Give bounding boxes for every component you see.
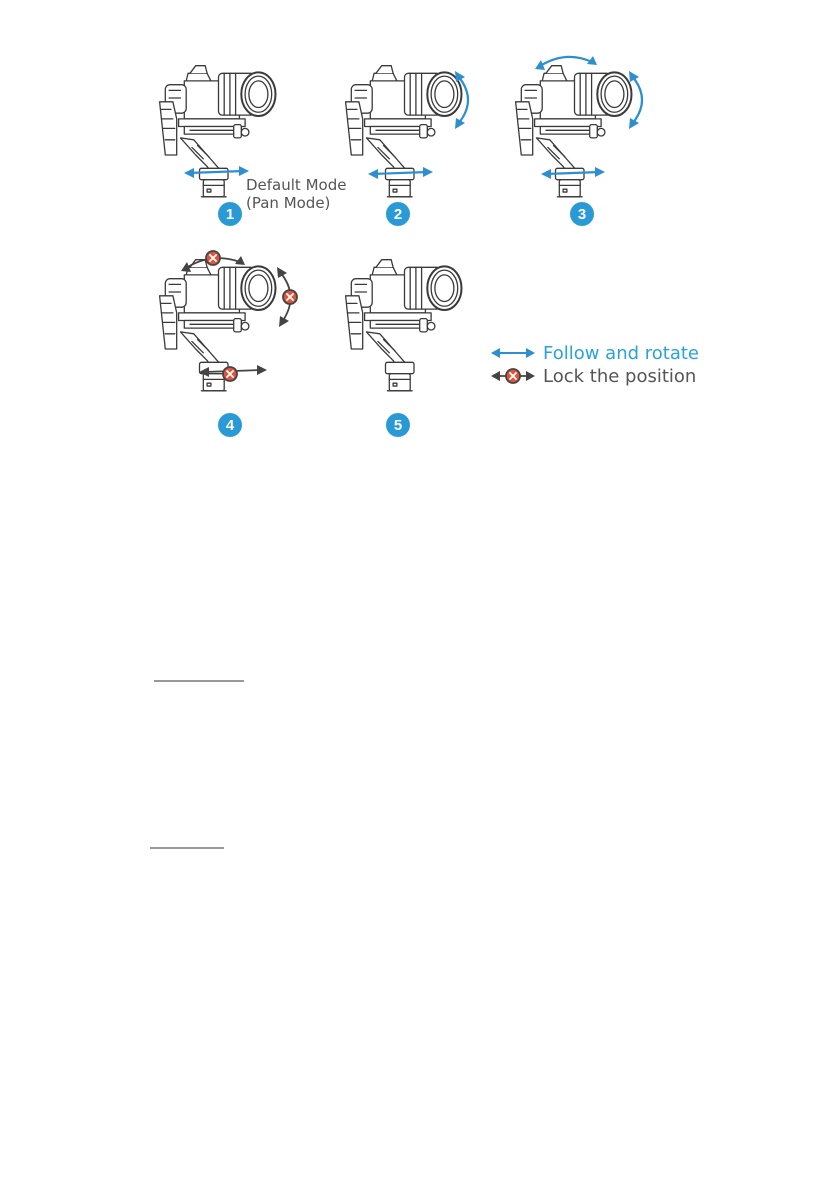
mode-caption-line1: Default Mode <box>246 176 347 194</box>
panel-4 <box>160 251 297 437</box>
legend-follow-label: Follow and rotate <box>543 343 700 364</box>
step-badge-3-number: 3 <box>577 206 587 223</box>
panel-2 <box>346 66 468 226</box>
panel-5 <box>346 260 462 437</box>
mode-caption-line2: (Pan Mode) <box>246 194 331 212</box>
tilt-lock-arrow-4 <box>277 267 297 327</box>
legend-lock-label: Lock the position <box>543 366 697 387</box>
gimbal-illustration-3 <box>516 66 632 197</box>
gimbal-illustration-2 <box>346 66 462 197</box>
step-badge-4-number: 4 <box>225 417 235 434</box>
legend <box>491 343 699 387</box>
gimbal-illustration-5 <box>346 260 462 391</box>
step-badge-1-number: 1 <box>225 206 235 223</box>
legend-lock-arrow <box>491 369 535 383</box>
step-badge-5-number: 5 <box>393 417 403 434</box>
step-badge-2-number: 2 <box>393 206 403 223</box>
legend-follow-arrow <box>491 348 535 358</box>
panel-1 <box>160 66 347 226</box>
roll-follow-arrow-3 <box>535 56 597 70</box>
panel-3 <box>516 56 642 226</box>
